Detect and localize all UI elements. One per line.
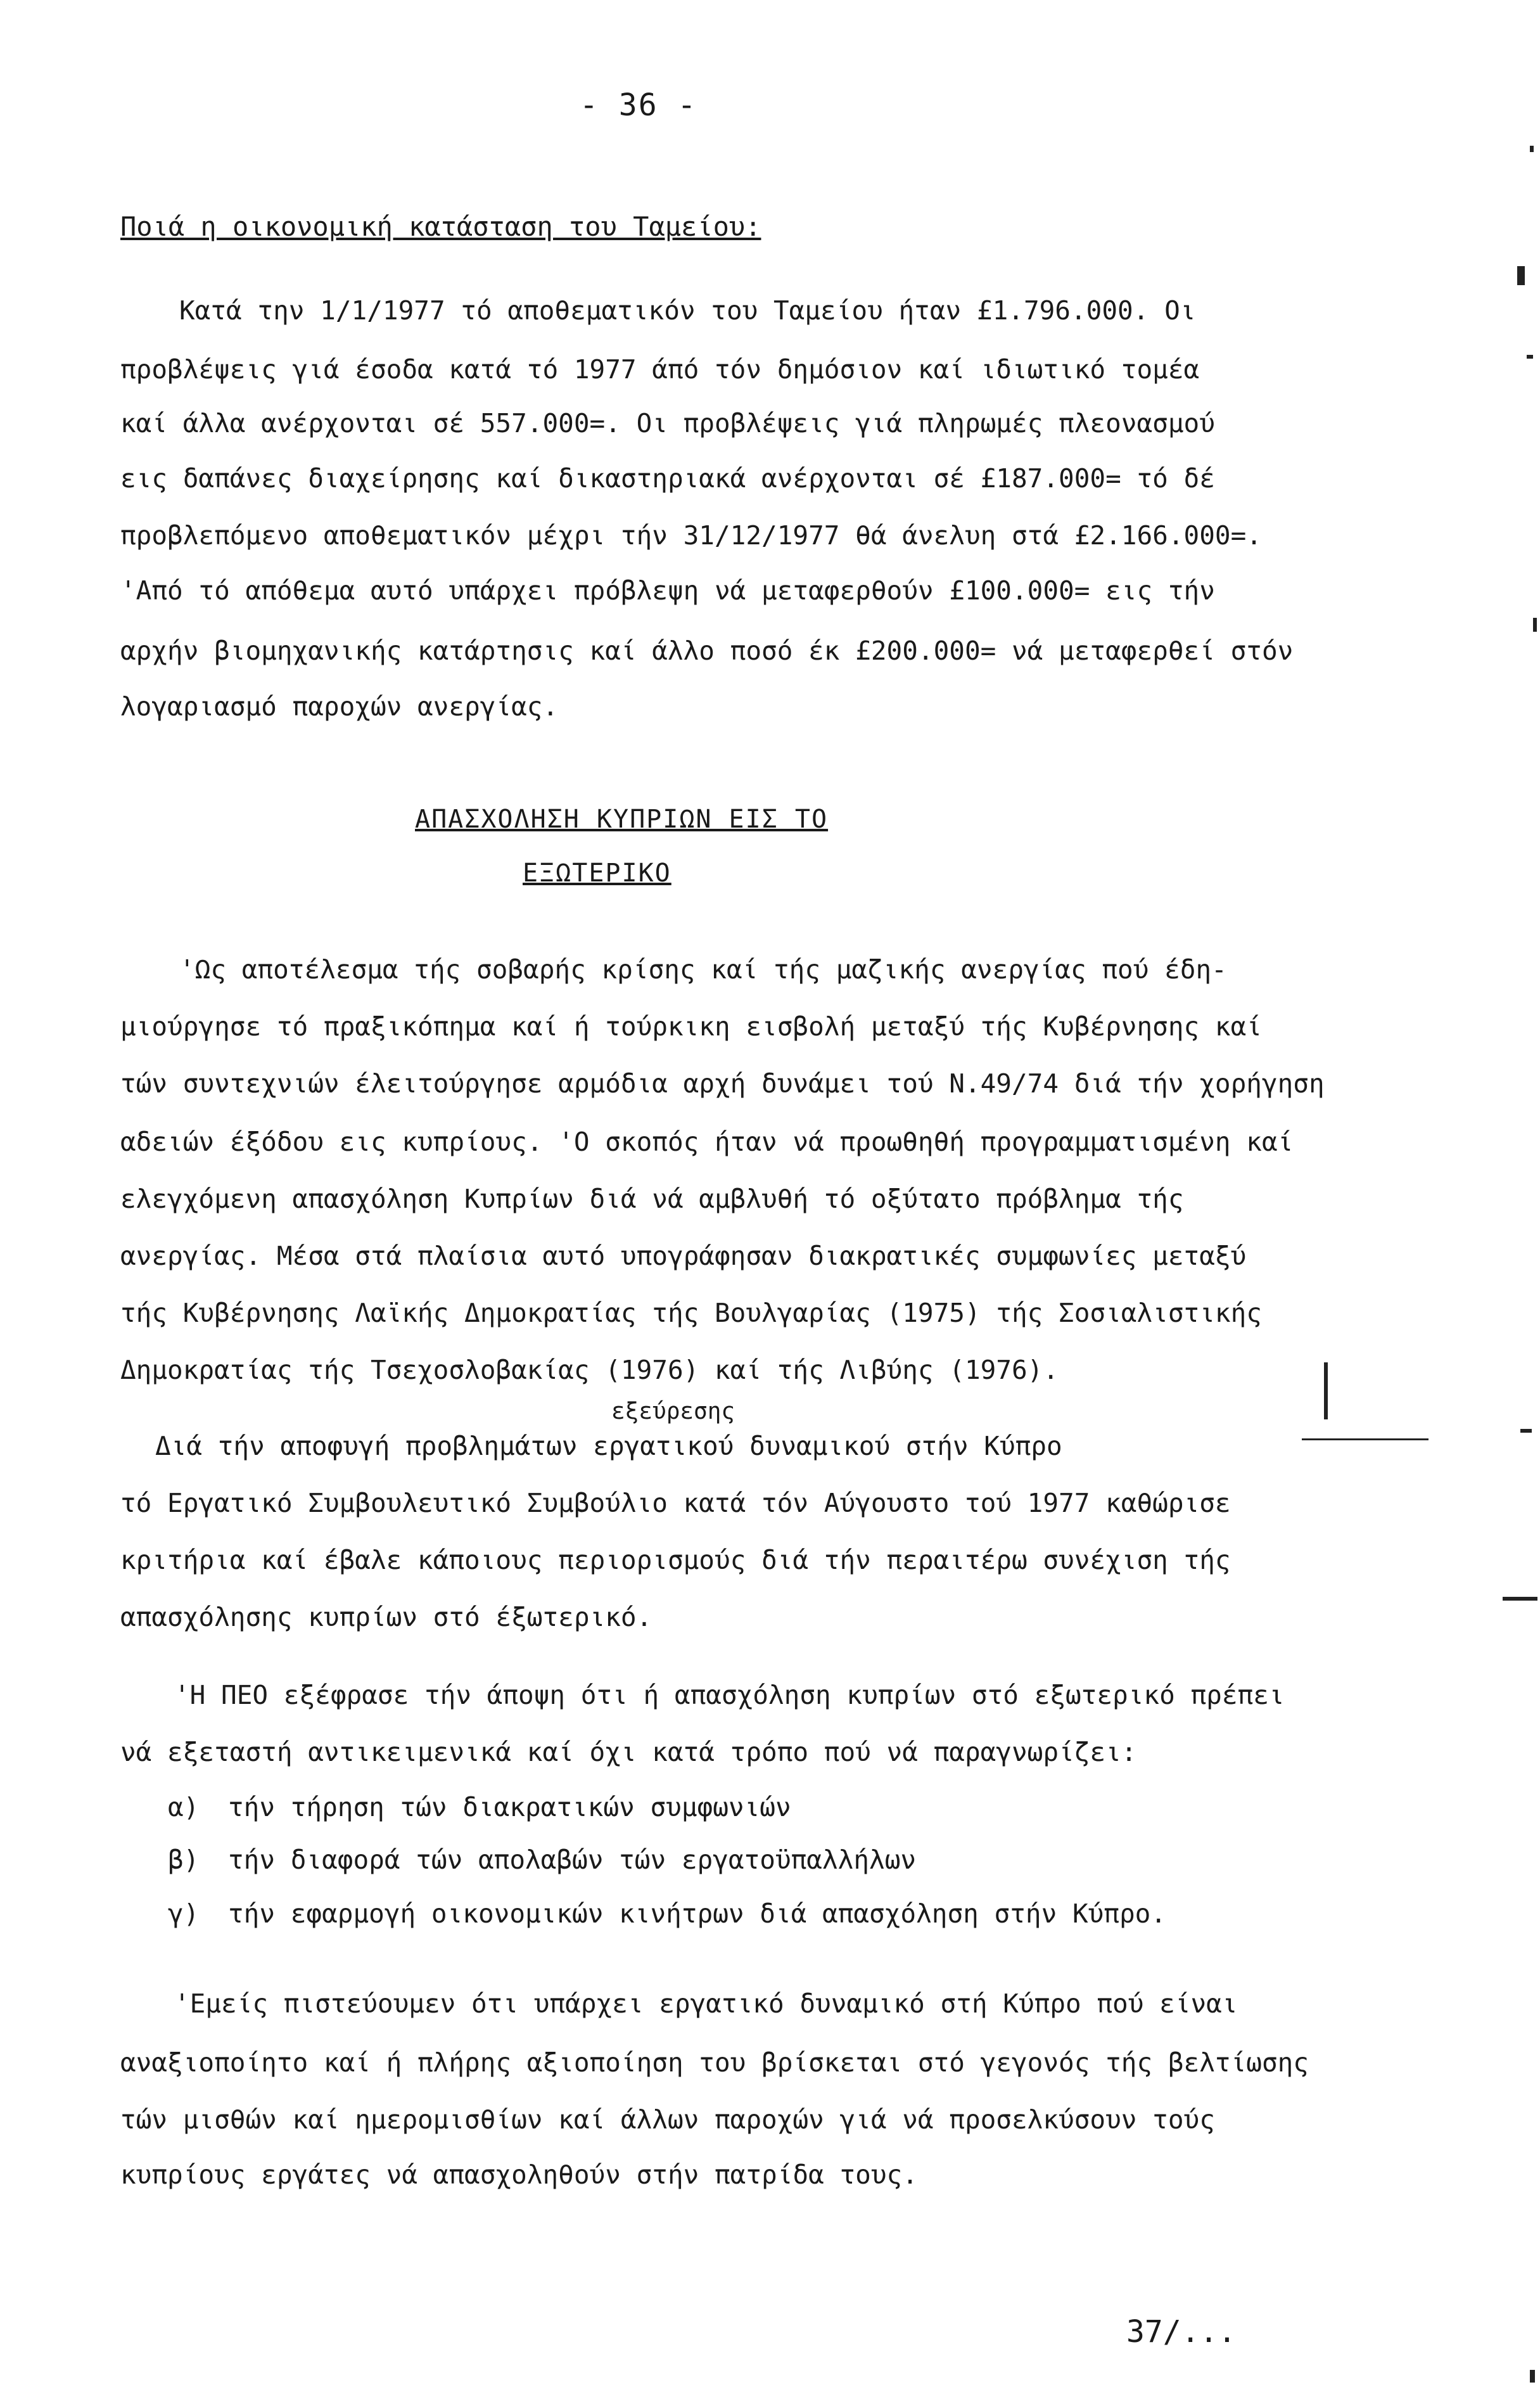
scan-speck bbox=[1324, 1362, 1328, 1419]
text-line: μιούργησε τό πραξικόπημα καί ή τούρκικη εισβολή μεταξύ τής Κυβέρνησης καί bbox=[120, 1011, 1262, 1042]
text-line: εις δαπάνες διαχείρησης καί δικαστηριακά ανέρχονται σέ £187.000= τό δέ bbox=[120, 463, 1215, 494]
text-line: ελεγχόμενη απασχόληση Κυπρίων διά νά αμβλυθή τό οξύτατο πρόβλημα τής bbox=[120, 1184, 1184, 1214]
scan-speck bbox=[1533, 618, 1537, 632]
text-line: προβλέψεις γιά έσοδα κατά τό 1977 άπό τόν δημόσιον καί ιδιωτικό τομέα bbox=[120, 354, 1200, 385]
superscript-insert: εξεύρεσης bbox=[611, 1398, 735, 1424]
text-line: 'Από τό απόθεμα αυτό υπάρχει πρόβλεψη νά μεταφερθούν £100.000= εις τήν bbox=[120, 575, 1215, 606]
list-text: τήν τήρηση τών διακρατικών συμφωνιών bbox=[228, 1792, 791, 1822]
text-line: τό Εργατικό Συμβουλευτικό Συμβούλιο κατά τόν Αύγουστο τού 1977 καθώρισε bbox=[120, 1488, 1231, 1518]
text-line: ανεργίας. Μέσα στά πλαίσια αυτό υπογράφησαν διακρατικές συμφωνίες μεταξύ bbox=[120, 1241, 1247, 1271]
text-line: καί άλλα ανέρχονται σέ 557.000=. Οι προβλέψεις γιά πληρωμές πλεονασμού bbox=[120, 408, 1215, 438]
continuation-marker: 37/... bbox=[1126, 2314, 1237, 2350]
list-marker: β) bbox=[168, 1845, 200, 1875]
list-marker: α) bbox=[168, 1792, 200, 1822]
text-line: κριτήρια καί έβαλε κάποιους περιορισμούς διά τήν περαιτέρω συνέχιση τής bbox=[120, 1545, 1231, 1575]
text-line: τών μισθών καί ημερομισθίων καί άλλων παροχών γιά νά προσελκύσουν τούς bbox=[120, 2104, 1215, 2135]
text-line: αρχήν βιομηχανικής κατάρτησις καί άλλο ποσό έκ £200.000= νά μεταφερθεί στόν bbox=[120, 636, 1294, 666]
text-line: αναξιοποίητο καί ή πλήρης αξιοποίηση του βρίσκεται στό γεγονός τής βελτίωσης bbox=[120, 2047, 1309, 2078]
scan-speck bbox=[1503, 1597, 1537, 1601]
text-line: 'Εμείς πιστεύουμεν ότι υπάρχει εργατικό δυναμικό στή Κύπρο πού είναι bbox=[174, 1988, 1238, 2019]
text-line: τής Κυβέρνησης Λαϊκής Δημοκρατίας τής Βουλγαρίας (1975) τής Σοσιαλιστικής bbox=[120, 1298, 1262, 1328]
text-line: Διά τήν αποφυγή προβλημάτων εργατικού δυναμικού στήν Κύπρο bbox=[155, 1431, 1062, 1461]
scan-speck bbox=[1530, 146, 1534, 152]
text-line: προβλεπόμενο αποθεματικόν μέχρι τήν 31/12/1977 θά άνελυη στά £2.166.000=. bbox=[120, 520, 1262, 551]
scan-speck bbox=[1527, 355, 1533, 359]
text-line: αδειών έξόδου εις κυπρίους. 'Ο σκοπός ήταν νά προωθηθή προγραμματισμένη καί bbox=[120, 1127, 1294, 1157]
text-line: 'Ως αποτέλεσμα τής σοβαρής κρίσης καί τής μαζικής ανεργίας πού έδη- bbox=[179, 954, 1227, 985]
list-text: τήν εφαρμογή οικονομικών κινήτρων διά απασχόληση στήν Κύπρο. bbox=[228, 1898, 1167, 1929]
text-line: νά εξεταστή αντικειμενικά καί όχι κατά τρόπο πού νά παραγνωρίζει: bbox=[120, 1737, 1137, 1767]
scan-speck bbox=[1520, 1429, 1532, 1433]
section-heading: Ποιά η οικονομική κατάσταση του Ταμείου: bbox=[120, 211, 761, 242]
text-line: Κατά την 1/1/1977 τό αποθεματικόν του Ταμείου ήταν £1.796.000. Οι bbox=[179, 295, 1196, 326]
text-line: Δημοκρατίας τής Τσεχοσλοβακίας (1976) καί τής Λιβύης (1976). bbox=[120, 1355, 1059, 1385]
text-line: απασχόλησης κυπρίων στό έξωτερικό. bbox=[120, 1602, 652, 1632]
list-text: τήν διαφορά τών απολαβών τών εργατοϋπαλλήλων bbox=[228, 1845, 917, 1875]
scan-speck bbox=[1517, 266, 1525, 285]
scan-speck bbox=[1302, 1438, 1429, 1440]
page-number: - 36 - bbox=[580, 87, 697, 123]
text-line: τών συντεχνιών έλειτούργησε αρμόδια αρχή δυνάμει τού Ν.49/74 διά τήν χορήγηση bbox=[120, 1068, 1325, 1099]
section-title-line-1: ΑΠΑΣΧΟΛΗΣΗ ΚΥΠΡΙΩΝ ΕΙΣ ΤΟ bbox=[415, 805, 829, 834]
text-line: κυπρίους εργάτες νά απασχοληθούν στήν πατρίδα τους. bbox=[120, 2160, 918, 2190]
text-line: λογαριασμό παροχών ανεργίας. bbox=[120, 691, 559, 722]
scan-speck bbox=[1530, 2370, 1535, 2383]
list-marker: γ) bbox=[168, 1898, 200, 1929]
section-title-line-2: ΕΞΩΤΕΡΙΚΟ bbox=[523, 859, 671, 888]
text-line: 'Η ΠΕΟ εξέφρασε τήν άποψη ότι ή απασχόληση κυπρίων στό εξωτερικό πρέπει bbox=[174, 1680, 1285, 1710]
